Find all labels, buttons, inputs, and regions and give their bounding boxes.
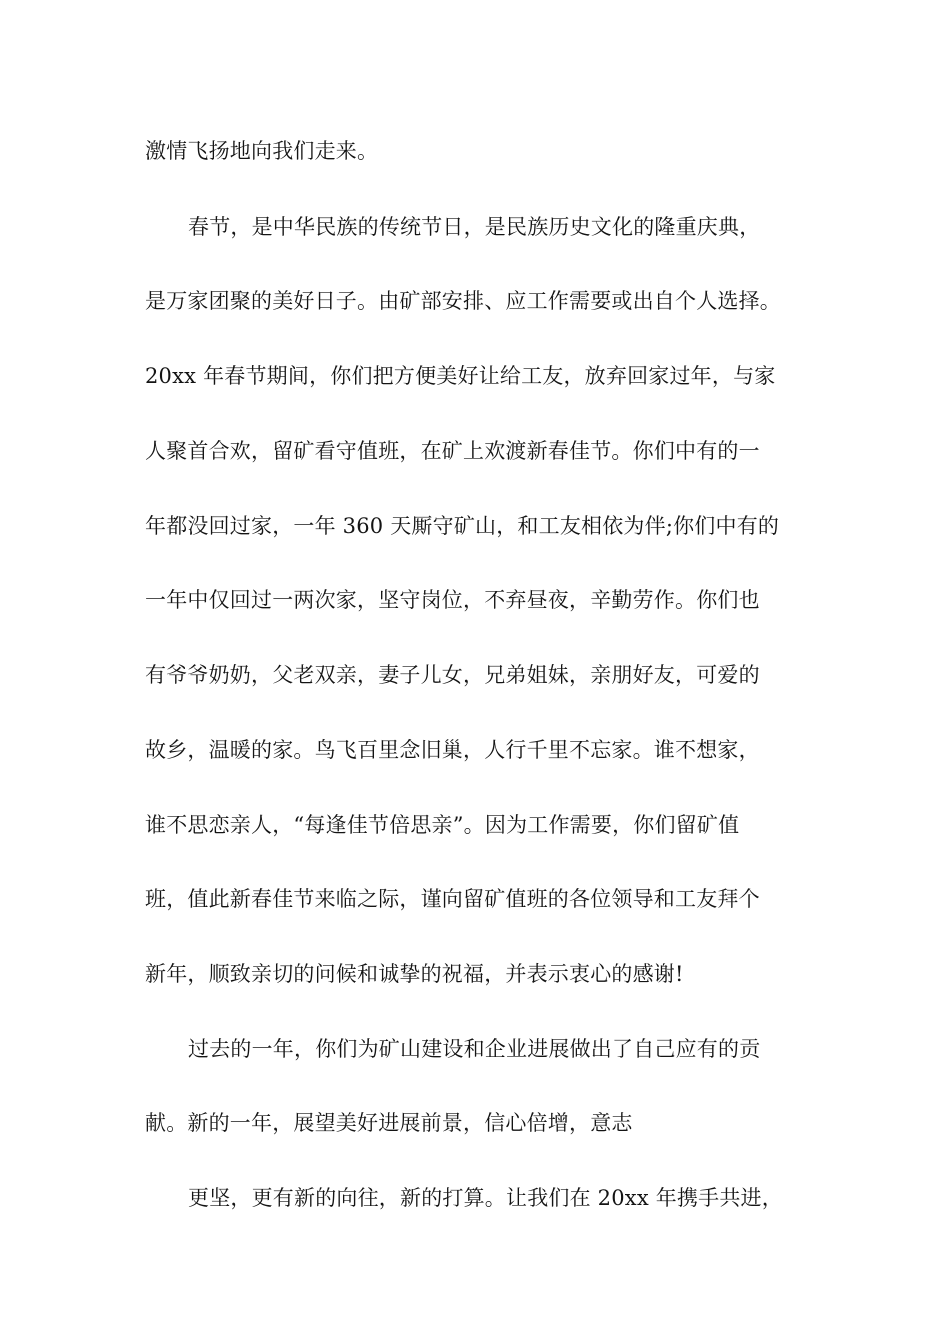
text-line-6: 年都没回过家，一年 360 天厮守矿山，和工友相依为伴;你们中有的 <box>145 514 780 538</box>
text-line-14: 献。新的一年，展望美好进展前景，信心倍增，意志 <box>145 1111 633 1135</box>
text-line-11: 班，值此新春佳节来临之际，谨向留矿值班的各位领导和工友拜个 <box>145 887 760 911</box>
paragraph-start-line: 过去的一年，你们为矿山建设和企业进展做出了自己应有的贡 <box>188 1037 761 1061</box>
text-line-10: 谁不思恋亲人，“每逢佳节倍思亲”。因为工作需要，你们留矿值 <box>145 813 740 837</box>
text-line-9: 故乡，温暖的家。鸟飞百里念旧巢，人行千里不忘家。谁不想家， <box>145 738 760 762</box>
paragraph-start-line: 更坚，更有新的向往，新的打算。让我们在 20xx 年携手共进， <box>188 1186 783 1210</box>
text-line-5: 人聚首合欢，留矿看守值班，在矿上欢渡新春佳节。你们中有的一 <box>145 439 760 463</box>
text-line-3: 是万家团聚的美好日子。由矿部安排、应工作需要或出自个人选择。 <box>145 289 781 313</box>
text-line-4: 20xx 年春节期间，你们把方便美好让给工友，放弃回家过年，与家 <box>145 364 776 388</box>
text-line-7: 一年中仅回过一两次家，坚守岗位，不弃昼夜，辛勤劳作。你们也 <box>145 588 760 612</box>
text-line-12: 新年，顺致亲切的问候和诚挚的祝福，并表示衷心的感谢! <box>145 962 684 986</box>
text-line-8: 有爷爷奶奶，父老双亲，妻子儿女，兄弟姐妹，亲朋好友，可爱的 <box>145 663 760 687</box>
paragraph-start-line: 春节，是中华民族的传统节日，是民族历史文化的隆重庆典， <box>188 215 761 239</box>
text-line-1: 激情飞扬地向我们走来。 <box>145 139 379 163</box>
